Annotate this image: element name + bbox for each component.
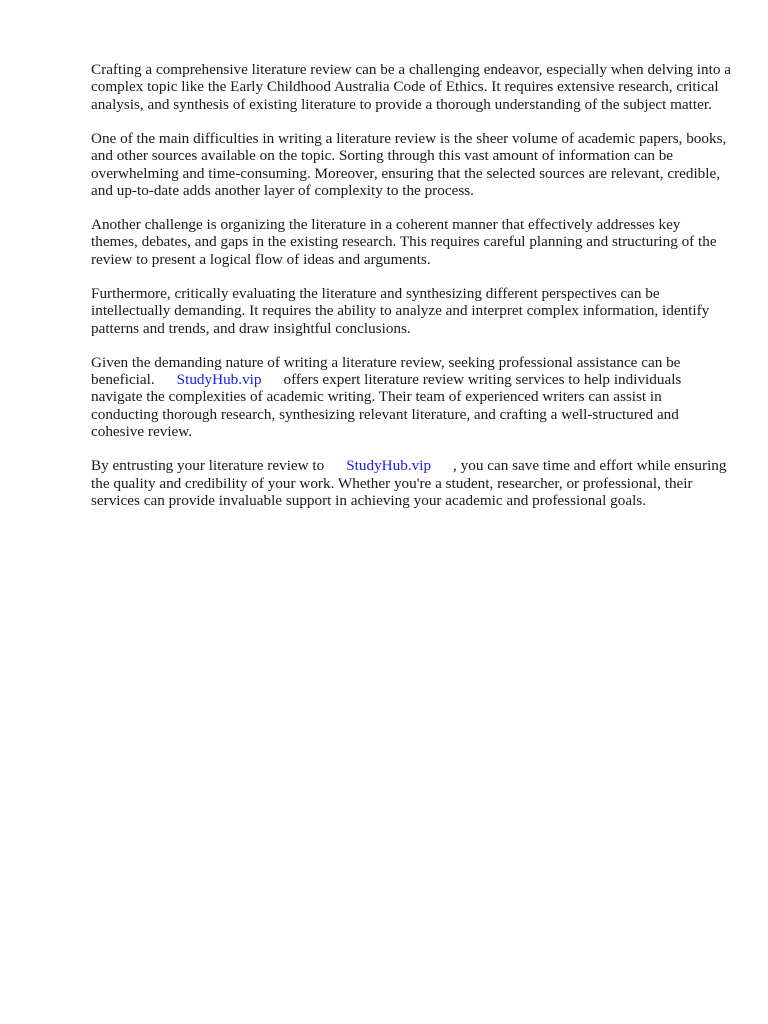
entrusting-text-after: , you can save time and effort while ensuring the quality and credibility of your work. Whether you're a student, researcher, or professional, their services can provide invaluable support in achieving your academic and professional goals. — [91, 457, 727, 510]
paragraph-difficulties: One of the main difficulties in writing a literature review is the sheer volume of academic papers, books, and other sources available on the topic. Sorting through this vast amount of information can be overwhelming and time-consuming. Moreover, ensuring that the selected sources are relevant, credible, and up-to-date adds another layer of complexity to the process. — [91, 129, 727, 200]
studyhub-link-2[interactable]: StudyHub.vip — [346, 457, 432, 475]
studyhub-link[interactable]: StudyHub.vip — [176, 371, 262, 389]
paragraph-intro: Crafting a comprehensive literature review can be a challenging endeavor, especially when delving into a complex topic like the Early Childhood Australia Code of Ethics. It requires extensive research, critical analysis, and synthesis of existing literature to provide a thorough understanding of the subject matter. — [91, 61, 731, 113]
assistance-text-after: offers expert literature review writing services to help individuals navigate the complexities of academic writing. Their team of experienced writers can assist in conducting thorough research, synthesizing relevant literature, and crafting a well-structured and cohesive review. — [91, 371, 682, 441]
paragraph-entrusting — [91, 457, 731, 509]
entrusting-text-before: By entrusting your literature review to — [91, 457, 325, 475]
assistance-text-before: Given the demanding nature of writing a literature review, seeking professional assistance can be beneficial. — [91, 353, 681, 389]
paragraph-assistance — [91, 354, 731, 441]
paragraph-organizing: Another challenge is organizing the literature in a coherent manner that effectively addresses key themes, debates, and gaps in the existing research. This requires careful planning and structuring of the review to present a logical flow of ideas and arguments. — [91, 216, 717, 268]
document-body — [91, 61, 731, 526]
paragraph-evaluating: Furthermore, critically evaluating the literature and synthesizing different perspectives can be intellectually demanding. It requires the ability to analyze and interpret complex information, identify patterns and trends, and draw insightful conclusions. — [91, 284, 710, 337]
